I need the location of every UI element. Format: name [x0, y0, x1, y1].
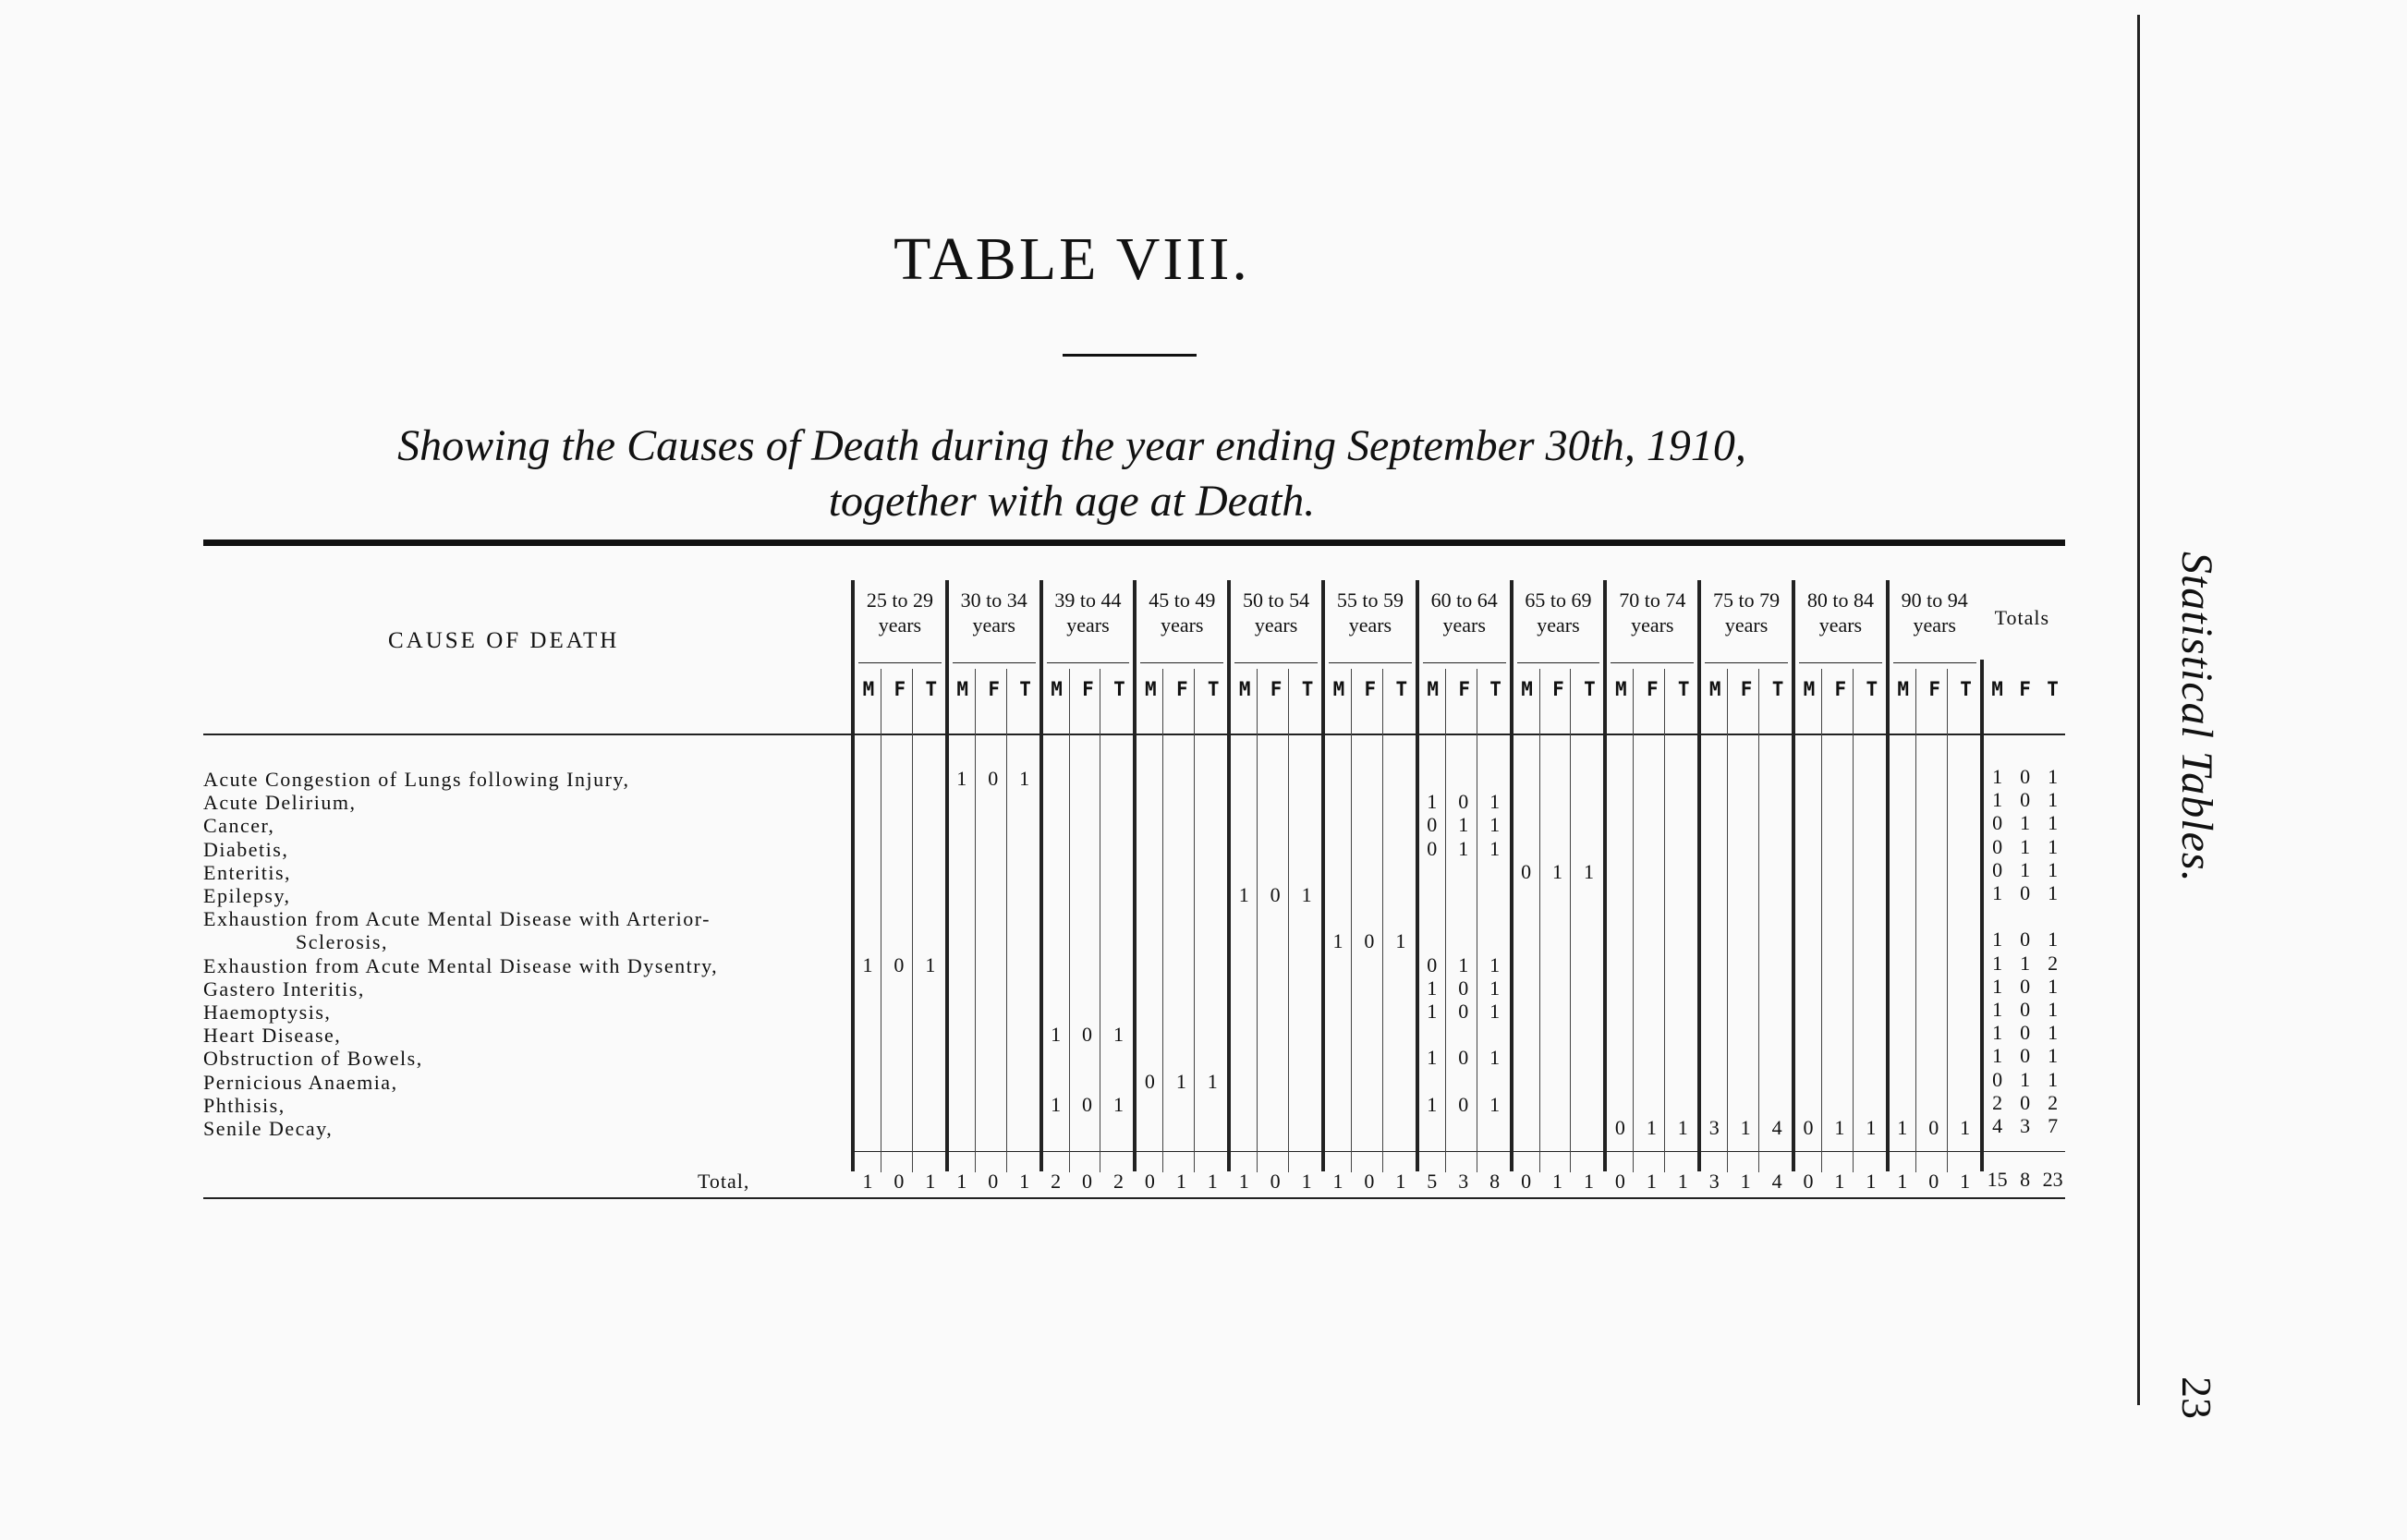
data-cell: 1 — [1019, 767, 1030, 790]
total-cell: 1 — [1740, 1170, 1751, 1193]
mft-header: T — [1019, 678, 1031, 700]
sub-column-divider — [1162, 669, 1163, 1172]
data-cell: 1 — [1238, 883, 1249, 906]
totals-cell: 1 — [2048, 928, 2059, 952]
data-cell: 1 — [1834, 1116, 1845, 1139]
side-title-text: Statistical Tables. — [2172, 552, 2221, 883]
mft-header: M — [1238, 678, 1251, 700]
mft-header: F — [1646, 678, 1659, 700]
age-group-range: 60 to 64 — [1430, 588, 1498, 612]
age-group-divider — [1603, 580, 1607, 1171]
data-cell: 0 — [1082, 1023, 1093, 1047]
age-group-divider — [851, 580, 855, 1171]
mft-header: T — [1301, 678, 1314, 700]
page-number — [2162, 1367, 2236, 1441]
totals-cell: 1 — [2048, 857, 2059, 881]
totals-cell: 1 — [2048, 811, 2059, 835]
data-cell: 1 — [1051, 1092, 1062, 1116]
data-cell: 1 — [1489, 813, 1501, 837]
age-group-underline — [953, 662, 1036, 663]
data-cell: 1 — [1552, 859, 1563, 883]
data-cell: 0 — [1082, 1092, 1093, 1116]
total-cell: 1 — [1866, 1170, 1877, 1193]
totals-cell: 1 — [2048, 765, 2059, 788]
total-cell: 1 — [1960, 1170, 1971, 1193]
grand-total-cell: 8 — [2020, 1168, 2031, 1191]
age-group-range: 65 to 69 — [1525, 588, 1592, 612]
age-group-underline — [1799, 662, 1882, 663]
age-group-header — [1793, 588, 1888, 637]
sub-column-divider — [1727, 669, 1728, 1172]
data-cell: 1 — [1427, 790, 1438, 814]
age-group-range: 45 to 49 — [1149, 588, 1216, 612]
sub-column-divider — [1539, 669, 1540, 1172]
age-group-range: 50 to 54 — [1243, 588, 1310, 612]
total-cell: 1 — [1834, 1170, 1845, 1193]
mft-header: F — [1552, 678, 1564, 700]
data-cell: 0 — [1614, 1116, 1625, 1139]
sub-column-divider — [1821, 669, 1822, 1172]
data-cell: 1 — [1427, 1092, 1438, 1116]
cause-label: Acute Congestion of Lungs following Injury, — [203, 768, 630, 791]
data-cell: 0 — [1427, 813, 1438, 837]
total-cell: 1 — [1897, 1170, 1908, 1193]
age-group-underline — [1611, 662, 1694, 663]
totals-cell: 1 — [2020, 811, 2031, 835]
data-cell: 1 — [1489, 790, 1501, 814]
age-group-range: 30 to 34 — [960, 588, 1027, 612]
data-cell: 1 — [1051, 1023, 1062, 1047]
total-cell: 1 — [1207, 1170, 1218, 1193]
cause-label: Pernicious Anaemia, — [203, 1070, 398, 1094]
total-cell: 1 — [1175, 1170, 1186, 1193]
data-cell: 1 — [1646, 1116, 1657, 1139]
data-cell: 0 — [1458, 1092, 1469, 1116]
age-group-range: 25 to 29 — [866, 588, 933, 612]
age-group-range: 70 to 74 — [1619, 588, 1686, 612]
age-group-range: 75 to 79 — [1713, 588, 1781, 612]
age-group-underline — [1893, 662, 1976, 663]
data-cell: 1 — [1677, 1116, 1688, 1139]
totals-cell: 0 — [1992, 834, 2003, 858]
data-cell: 0 — [1270, 883, 1281, 906]
sub-column-divider — [1288, 669, 1289, 1172]
age-group-divider — [1321, 580, 1325, 1171]
totals-cell: 0 — [1992, 811, 2003, 835]
age-group-unit: years — [878, 613, 922, 637]
totals-cell: 1 — [2020, 857, 2031, 881]
sub-column-divider — [1570, 669, 1571, 1172]
data-cell: 1 — [1489, 836, 1501, 860]
mft-header: T — [1677, 678, 1690, 700]
mft-header: T — [1866, 678, 1878, 700]
mft-header: F — [1270, 678, 1283, 700]
sub-column-divider — [1006, 669, 1007, 1172]
sub-column-divider — [1915, 669, 1916, 1172]
data-cell: 1 — [1301, 883, 1312, 906]
cause-label: Exhaustion from Acute Mental Disease with Dysentry, — [203, 953, 719, 977]
sub-column-divider — [1382, 669, 1383, 1172]
data-cell: 1 — [1489, 1046, 1501, 1070]
data-cell: 1 — [1458, 952, 1469, 976]
total-rule — [853, 1151, 2065, 1152]
total-cell: 1 — [1395, 1170, 1406, 1193]
totals-mft-header: T — [2047, 678, 2059, 700]
totals-cell: 7 — [2048, 1114, 2059, 1137]
mft-header: F — [1458, 678, 1470, 700]
data-cell: 1 — [1489, 1000, 1501, 1023]
total-cell: 1 — [1677, 1170, 1688, 1193]
data-cell: 0 — [1458, 1046, 1469, 1070]
total-cell: 2 — [1112, 1170, 1124, 1193]
mft-header: M — [1145, 678, 1157, 700]
mft-header: F — [894, 678, 906, 700]
total-cell: 4 — [1771, 1170, 1782, 1193]
cause-label: Cancer, — [203, 814, 275, 838]
data-cell: 1 — [1489, 1092, 1501, 1116]
age-group-underline — [1047, 662, 1130, 663]
subtitle-line-2: together with age at Death. — [828, 477, 1316, 526]
cause-label: Epilepsy, — [203, 884, 291, 907]
mft-header: T — [1584, 678, 1596, 700]
total-cell: 2 — [1051, 1170, 1062, 1193]
totals-cell: 1 — [1992, 951, 2003, 975]
age-group-divider — [1227, 580, 1231, 1171]
cause-label: Exhaustion from Acute Mental Disease with Arterior- — [203, 907, 711, 931]
mft-header: F — [1740, 678, 1753, 700]
age-group-header — [1699, 588, 1793, 637]
page-title: TABLE VIII. — [894, 225, 1250, 293]
total-label: Total, — [698, 1170, 750, 1193]
cause-of-death-header: CAUSE OF DEATH — [388, 628, 620, 653]
totals-cell: 0 — [2020, 1021, 2031, 1045]
age-group-unit: years — [1066, 613, 1110, 637]
totals-cell: 0 — [2020, 765, 2031, 788]
sub-column-divider — [1664, 669, 1665, 1172]
age-group-header — [1417, 588, 1512, 637]
totals-cell: 3 — [2020, 1114, 2031, 1137]
age-group-unit: years — [1818, 613, 1863, 637]
age-group-range: 55 to 59 — [1336, 588, 1404, 612]
data-cell: 1 — [1960, 1116, 1971, 1139]
data-cell: 0 — [894, 952, 905, 976]
age-group-unit: years — [1913, 613, 1956, 637]
totals-cell: 4 — [1992, 1114, 2003, 1137]
sub-column-divider — [1351, 669, 1352, 1172]
age-group-divider — [945, 580, 949, 1171]
age-group-underline — [1705, 662, 1788, 663]
sub-column-divider — [1853, 669, 1854, 1172]
cause-label: Heart Disease, — [203, 1024, 342, 1048]
mft-header: M — [862, 678, 875, 700]
age-group-unit: years — [1442, 613, 1486, 637]
totals-cell: 0 — [2020, 1044, 2031, 1068]
data-cell: 0 — [1803, 1116, 1814, 1139]
mft-header: M — [1521, 678, 1533, 700]
totals-cell: 0 — [2020, 974, 2031, 998]
total-cell: 1 — [1332, 1170, 1343, 1193]
data-cell: 0 — [1427, 836, 1438, 860]
age-group-underline — [1234, 662, 1318, 663]
total-cell: 1 — [1646, 1170, 1657, 1193]
margin-rule — [2137, 15, 2140, 1405]
totals-mft-header: M — [1991, 678, 2003, 700]
total-cell: 1 — [1019, 1170, 1030, 1193]
sub-column-divider — [975, 669, 976, 1172]
data-cell: 4 — [1771, 1116, 1782, 1139]
age-group-unit: years — [1724, 613, 1769, 637]
totals-cell: 1 — [2048, 998, 2059, 1021]
mft-header: F — [1082, 678, 1094, 700]
mft-header: T — [925, 678, 938, 700]
table-bottom-rule — [203, 1197, 2065, 1199]
sub-column-divider — [1947, 669, 1948, 1172]
totals-cell: 0 — [1992, 857, 2003, 881]
totals-header: Totals — [1994, 606, 2050, 629]
total-cell: 1 — [925, 1170, 936, 1193]
mft-header: M — [1051, 678, 1063, 700]
mft-header: M — [1615, 678, 1627, 700]
mft-header: M — [1708, 678, 1721, 700]
cause-label: Gastero Interitis, — [203, 976, 365, 1000]
cause-label: Sclerosis, — [296, 930, 388, 954]
data-cell: 0 — [1364, 929, 1375, 953]
totals-cell: 2 — [2048, 1090, 2059, 1114]
side-title — [2158, 552, 2231, 903]
age-group-divider — [1697, 580, 1701, 1171]
age-group-underline — [858, 662, 942, 663]
data-cell: 1 — [1740, 1116, 1751, 1139]
totals-cell: 1 — [1992, 998, 2003, 1021]
total-cell: 1 — [1583, 1170, 1594, 1193]
age-group-unit: years — [1631, 613, 1674, 637]
causes-of-death-table — [203, 540, 2065, 1205]
mft-header: M — [1803, 678, 1816, 700]
total-cell: 3 — [1708, 1170, 1720, 1193]
totals-cell: 1 — [2048, 974, 2059, 998]
totals-cell: 0 — [2020, 788, 2031, 812]
title-divider — [1063, 354, 1197, 357]
table-top-rule — [203, 540, 2065, 546]
cause-label: Phthisis, — [203, 1093, 286, 1117]
age-group-unit: years — [1348, 613, 1392, 637]
mft-header: F — [988, 678, 1000, 700]
total-cell: 1 — [1238, 1170, 1249, 1193]
totals-cell: 1 — [2020, 834, 2031, 858]
totals-cell: 2 — [1992, 1090, 2003, 1114]
total-cell: 0 — [1270, 1170, 1281, 1193]
totals-cell: 1 — [2048, 1067, 2059, 1091]
total-cell: 0 — [1928, 1170, 1939, 1193]
data-cell: 1 — [1897, 1116, 1908, 1139]
age-group-unit: years — [972, 613, 1015, 637]
totals-cell: 0 — [2020, 1090, 2031, 1114]
age-group-unit: years — [1161, 613, 1204, 637]
age-group-divider — [1792, 580, 1795, 1171]
totals-cell: 1 — [1992, 1021, 2003, 1045]
age-group-divider — [1886, 580, 1890, 1171]
totals-cell: 1 — [2048, 834, 2059, 858]
age-group-header — [1135, 588, 1229, 637]
mft-header: T — [1489, 678, 1501, 700]
mft-header: T — [1207, 678, 1220, 700]
data-cell: 0 — [1427, 952, 1438, 976]
age-group-header — [947, 588, 1041, 637]
mft-header: T — [1113, 678, 1125, 700]
data-cell: 1 — [1458, 836, 1469, 860]
age-group-range: 90 to 94 — [1901, 588, 1968, 612]
mft-header: T — [1960, 678, 1972, 700]
totals-cell: 1 — [2048, 1044, 2059, 1068]
cause-label: Senile Decay, — [203, 1117, 334, 1140]
mft-header: F — [1364, 678, 1377, 700]
data-cell: 1 — [1427, 1046, 1438, 1070]
sub-column-divider — [1257, 669, 1258, 1172]
age-group-underline — [1517, 662, 1600, 663]
age-group-range: 80 to 84 — [1806, 588, 1874, 612]
page-number-text: 23 — [2173, 1376, 2220, 1419]
totals-cell: 1 — [1992, 881, 2003, 904]
data-cell: 1 — [925, 952, 936, 976]
data-cell: 1 — [1583, 859, 1594, 883]
age-group-header — [853, 588, 947, 637]
data-cell: 0 — [1521, 859, 1532, 883]
totals-cell: 0 — [2020, 998, 2031, 1021]
total-cell: 0 — [1521, 1170, 1532, 1193]
cause-label: Acute Delirium, — [203, 791, 357, 815]
total-cell: 0 — [1614, 1170, 1625, 1193]
data-cell: 1 — [1866, 1116, 1877, 1139]
data-cell: 1 — [1112, 1092, 1124, 1116]
subtitle-line-1: Showing the Causes of Death during the year ending September 30th, 1910, — [397, 421, 1746, 470]
totals-cell: 1 — [1992, 765, 2003, 788]
mft-header: F — [1928, 678, 1940, 700]
data-cell: 0 — [988, 767, 999, 790]
data-cell: 1 — [1458, 813, 1469, 837]
cause-label: Enteritis, — [203, 860, 292, 884]
total-cell: 0 — [1082, 1170, 1093, 1193]
data-cell: 1 — [1489, 976, 1501, 1000]
total-cell: 0 — [1364, 1170, 1375, 1193]
totals-cell: 1 — [2048, 881, 2059, 904]
age-group-unit: years — [1254, 613, 1298, 637]
data-cell: 0 — [1144, 1069, 1155, 1093]
mft-header: T — [1395, 678, 1408, 700]
mft-header: F — [1834, 678, 1847, 700]
total-cell: 1 — [956, 1170, 967, 1193]
total-cell: 0 — [988, 1170, 999, 1193]
data-cell: 1 — [1112, 1023, 1124, 1047]
data-cell: 1 — [1427, 976, 1438, 1000]
age-group-underline — [1423, 662, 1506, 663]
data-cell: 1 — [1427, 1000, 1438, 1023]
age-group-unit: years — [1537, 613, 1580, 637]
mft-header: T — [1771, 678, 1784, 700]
data-cell: 1 — [1175, 1069, 1186, 1093]
totals-cell: 0 — [2020, 928, 2031, 952]
data-cell: 0 — [1458, 1000, 1469, 1023]
totals-cell: 1 — [2048, 788, 2059, 812]
age-group-header — [1888, 588, 1982, 637]
data-cell: 1 — [862, 952, 873, 976]
total-cell: 1 — [1552, 1170, 1563, 1193]
age-group-header — [1605, 588, 1699, 637]
data-cell: 3 — [1708, 1116, 1720, 1139]
grand-total-cell: 15 — [1987, 1168, 2008, 1191]
mft-header: F — [1175, 678, 1188, 700]
data-cell: 1 — [1207, 1069, 1218, 1093]
data-cell: 1 — [1395, 929, 1406, 953]
total-cell: 1 — [862, 1170, 873, 1193]
sub-column-divider — [1194, 669, 1195, 1172]
totals-cell: 1 — [2048, 1021, 2059, 1045]
age-group-header — [1323, 588, 1417, 637]
data-cell: 1 — [1489, 952, 1501, 976]
mft-header: M — [1427, 678, 1440, 700]
mft-header: M — [1897, 678, 1910, 700]
age-group-header — [1512, 588, 1606, 637]
totals-cell: 0 — [1992, 1067, 2003, 1091]
age-group-range: 39 to 44 — [1054, 588, 1122, 612]
mft-header: M — [956, 678, 969, 700]
sub-column-divider — [1633, 669, 1634, 1172]
cause-label: Haemoptysis, — [203, 1000, 332, 1024]
total-cell: 0 — [1144, 1170, 1155, 1193]
total-cell: 3 — [1458, 1170, 1469, 1193]
total-cell: 1 — [1301, 1170, 1312, 1193]
totals-cell: 0 — [2020, 881, 2031, 904]
data-cell: 0 — [1458, 790, 1469, 814]
data-cell: 0 — [1928, 1116, 1939, 1139]
total-cell: 0 — [894, 1170, 905, 1193]
total-cell: 5 — [1427, 1170, 1438, 1193]
age-group-header — [1041, 588, 1136, 637]
sub-column-divider — [912, 669, 913, 1172]
totals-cell: 2 — [2048, 951, 2059, 975]
totals-cell: 1 — [1992, 928, 2003, 952]
sub-column-divider — [1758, 669, 1759, 1172]
grand-total-cell: 23 — [2042, 1168, 2063, 1191]
age-group-underline — [1140, 662, 1223, 663]
data-cell: 0 — [1458, 976, 1469, 1000]
age-group-underline — [1329, 662, 1412, 663]
mft-header: M — [1332, 678, 1345, 700]
cause-label: Diabetis, — [203, 837, 289, 861]
totals-cell: 1 — [1992, 974, 2003, 998]
age-group-divider — [1416, 580, 1419, 1171]
totals-cell: 1 — [2020, 1067, 2031, 1091]
totals-cell: 1 — [2020, 951, 2031, 975]
totals-cell: 1 — [1992, 788, 2003, 812]
total-cell: 8 — [1489, 1170, 1501, 1193]
totals-cell: 1 — [1992, 1044, 2003, 1068]
age-group-header — [1229, 588, 1323, 637]
totals-mft-header: F — [2019, 678, 2031, 700]
age-group-divider — [1039, 580, 1043, 1171]
total-cell: 0 — [1803, 1170, 1814, 1193]
data-cell: 1 — [1332, 929, 1343, 953]
cause-label: Obstruction of Bowels, — [203, 1047, 423, 1071]
data-cell: 1 — [956, 767, 967, 790]
